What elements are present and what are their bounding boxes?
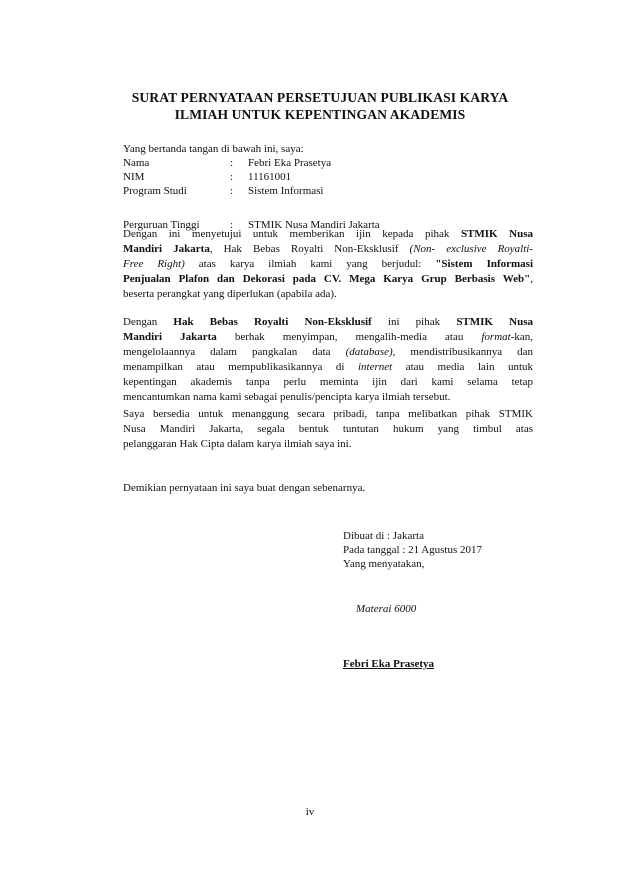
italic-term: (Non- exclusive Royalti- [409, 243, 534, 255]
identity-row-nim [123, 170, 380, 184]
text: , Hak Bebas Royalti Non-Eksklusif [209, 243, 399, 255]
identity-label: Nama [123, 157, 150, 169]
page-number: iv [305, 806, 315, 818]
identity-label: Perguruan Tinggi [123, 219, 200, 231]
italic-term: format [481, 331, 511, 343]
intro-text: Yang bertanda tangan di bawah ini, saya: [123, 143, 304, 155]
institution-name: Mandiri Jakarta [123, 243, 210, 255]
text: pelanggaran Hak Cipta dalam karya ilmiah saya ini. [123, 438, 352, 450]
text: Demikian pernyataan ini saya buat dengan sebenarnya. [123, 482, 366, 494]
paragraph-consent [123, 227, 533, 302]
identity-row-name [123, 156, 380, 170]
signature-date: Pada tanggal : 21 Agustus 2017 [343, 544, 483, 556]
identity-colon: : [230, 185, 234, 197]
paragraph-closing [123, 481, 533, 496]
institution-name: Mandiri Jakarta [123, 331, 217, 343]
rights-term: Hak Bebas Royalti Non-Eksklusif [173, 316, 372, 328]
text: kepentingan akademis tanpa perlu meminta ijin dari kami selama tetap [123, 376, 533, 388]
italic-term: internet [357, 361, 393, 373]
text: atas karya ilmiah kami yang berjudul: [198, 258, 422, 270]
paragraph-rights [123, 315, 533, 405]
text: mencantumkan nama kami sebagai penulis/pencipta karya ilmiah tersebut. [123, 391, 451, 403]
identity-value: Sistem Informasi [248, 185, 324, 197]
identity-row-spacer [123, 198, 380, 218]
signature-declarer: Yang menyatakan, [343, 558, 425, 570]
identity-colon: : [230, 219, 234, 231]
italic-term: Free Right) [123, 258, 185, 270]
work-title: Penjualan Plafon dan Dekorasi pada CV. Mega Karya Grup Berbasis Web" [123, 273, 531, 285]
signature-block [343, 529, 482, 571]
text: Nusa Mandiri Jakarta, segala bentuk tuntutan hukum yang timbul atas [123, 423, 533, 435]
identity-value: 11161001 [248, 171, 292, 183]
identity-colon: : [230, 171, 234, 183]
text: -kan, [510, 331, 534, 343]
document-title [100, 89, 540, 123]
text: mengelolaannya dalam pangkalan data [123, 346, 331, 358]
identity-colon: : [230, 157, 234, 169]
title-line-2: ILMIAH UNTUK KEPENTINGAN AKADEMIS [174, 107, 466, 122]
text: ini pihak [387, 316, 441, 328]
identity-label: Program Studi [123, 185, 187, 197]
institution-name: STMIK Nusa [460, 228, 533, 240]
italic-term: (database) [345, 346, 393, 358]
text: berhak menyimpan, mengalih-media atau [234, 331, 464, 343]
text: menampilkan atau mempublikasikannya di [123, 361, 345, 373]
text: Saya bersedia untuk menanggung secara pribadi, tanpa melibatkan pihak STMIK [123, 408, 533, 420]
text: beserta perangkat yang diperlukan (apabila ada). [123, 288, 337, 300]
identity-label: NIM [123, 171, 145, 183]
paragraph-liability [123, 407, 533, 452]
work-title: "Sistem Informasi [435, 258, 534, 270]
text: , [530, 273, 533, 285]
text: Dengan [123, 316, 158, 328]
text: atau media lain untuk [405, 361, 534, 373]
title-line-1: SURAT PERNYATAAN PERSETUJUAN PUBLIKASI KARYA [131, 90, 509, 105]
identity-row-program [123, 184, 380, 198]
stamp-duty-label: Materai 6000 [356, 603, 417, 615]
signer-name: Febri Eka Prasetya [343, 658, 435, 670]
signature-place: Dibuat di : Jakarta [343, 530, 424, 542]
institution-name: STMIK Nusa [456, 316, 534, 328]
text: Dengan ini menyetujui untuk memberikan ijin kepada pihak [123, 228, 450, 240]
identity-value: STMIK Nusa Mandiri Jakarta [248, 219, 380, 231]
text: , mendistribusikannya dan [392, 346, 533, 358]
identity-table [123, 156, 380, 232]
identity-value: Febri Eka Prasetya [248, 157, 332, 169]
